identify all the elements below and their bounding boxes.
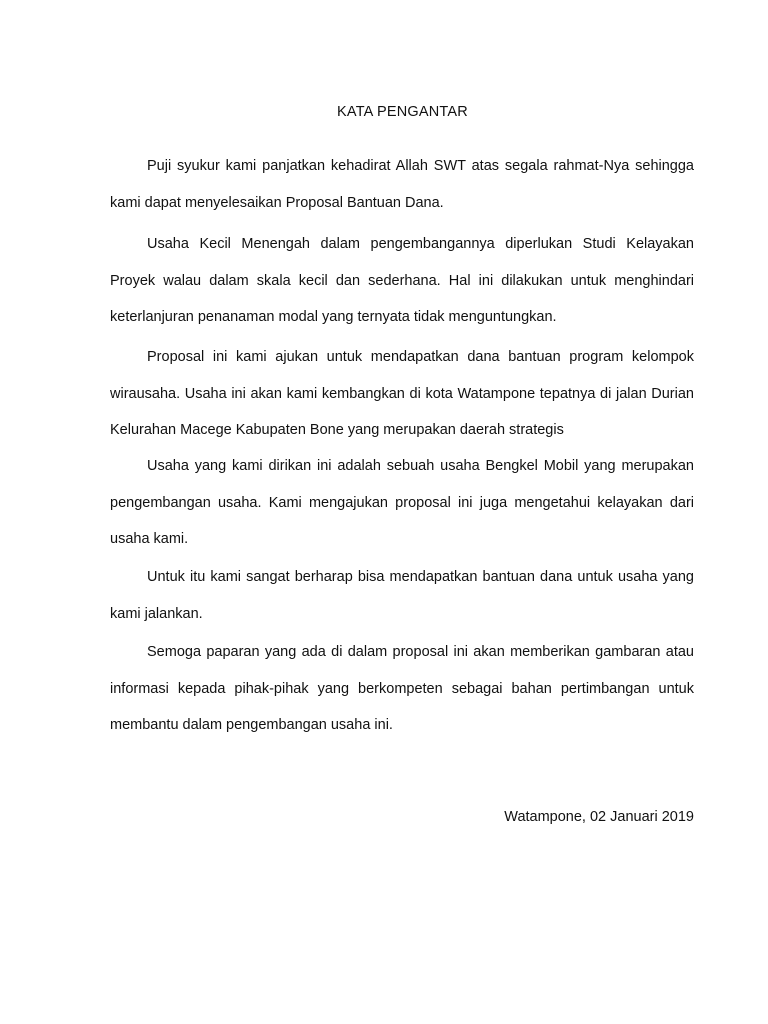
- paragraph-feasibility-study: Usaha Kecil Menengah dalam pengembangannya diperlukan Studi Kelayakan Proyek walau dalam skala kecil dan sederhana. Hal ini dilakukan untuk menghindari keterlanjuran penanaman modal yang ternyata tidak menguntungkan.: [110, 236, 694, 325]
- paragraph-business-type: Usaha yang kami dirikan ini adalah sebuah usaha Bengkel Mobil yang merupakan pengembangan usaha. Kami mengajukan proposal ini juga mengetahui kelayakan dari usaha kami.: [110, 458, 694, 547]
- paragraph-closing: Semoga paparan yang ada di dalam proposal ini akan memberikan gambaran atau informasi kepada pihak-pihak yang berkompeten sebagai bahan pertimbangan untuk membantu dalam pengembangan usaha ini.: [110, 644, 694, 733]
- paragraph-proposal-purpose: Proposal ini kami ajukan untuk mendapatkan dana bantuan program kelompok wirausaha. Usaha ini akan kami kembangkan di kota Watampone tepatnya di jalan Durian Kelurahan Macege Kabupaten Bone yang merupakan daerah strategis: [110, 349, 694, 438]
- paragraph-hope: Untuk itu kami sangat berharap bisa mendapatkan bantuan dana untuk usaha yang kami jalankan.: [110, 569, 694, 622]
- paragraph-gratitude: Puji syukur kami panjatkan kehadirat Allah SWT atas segala rahmat-Nya sehingga kami dapat menyelesaikan Proposal Bantuan Dana.: [110, 158, 694, 211]
- document-title: KATA PENGANTAR: [337, 104, 468, 120]
- place-date: Watampone, 02 Januari 2019: [504, 809, 694, 825]
